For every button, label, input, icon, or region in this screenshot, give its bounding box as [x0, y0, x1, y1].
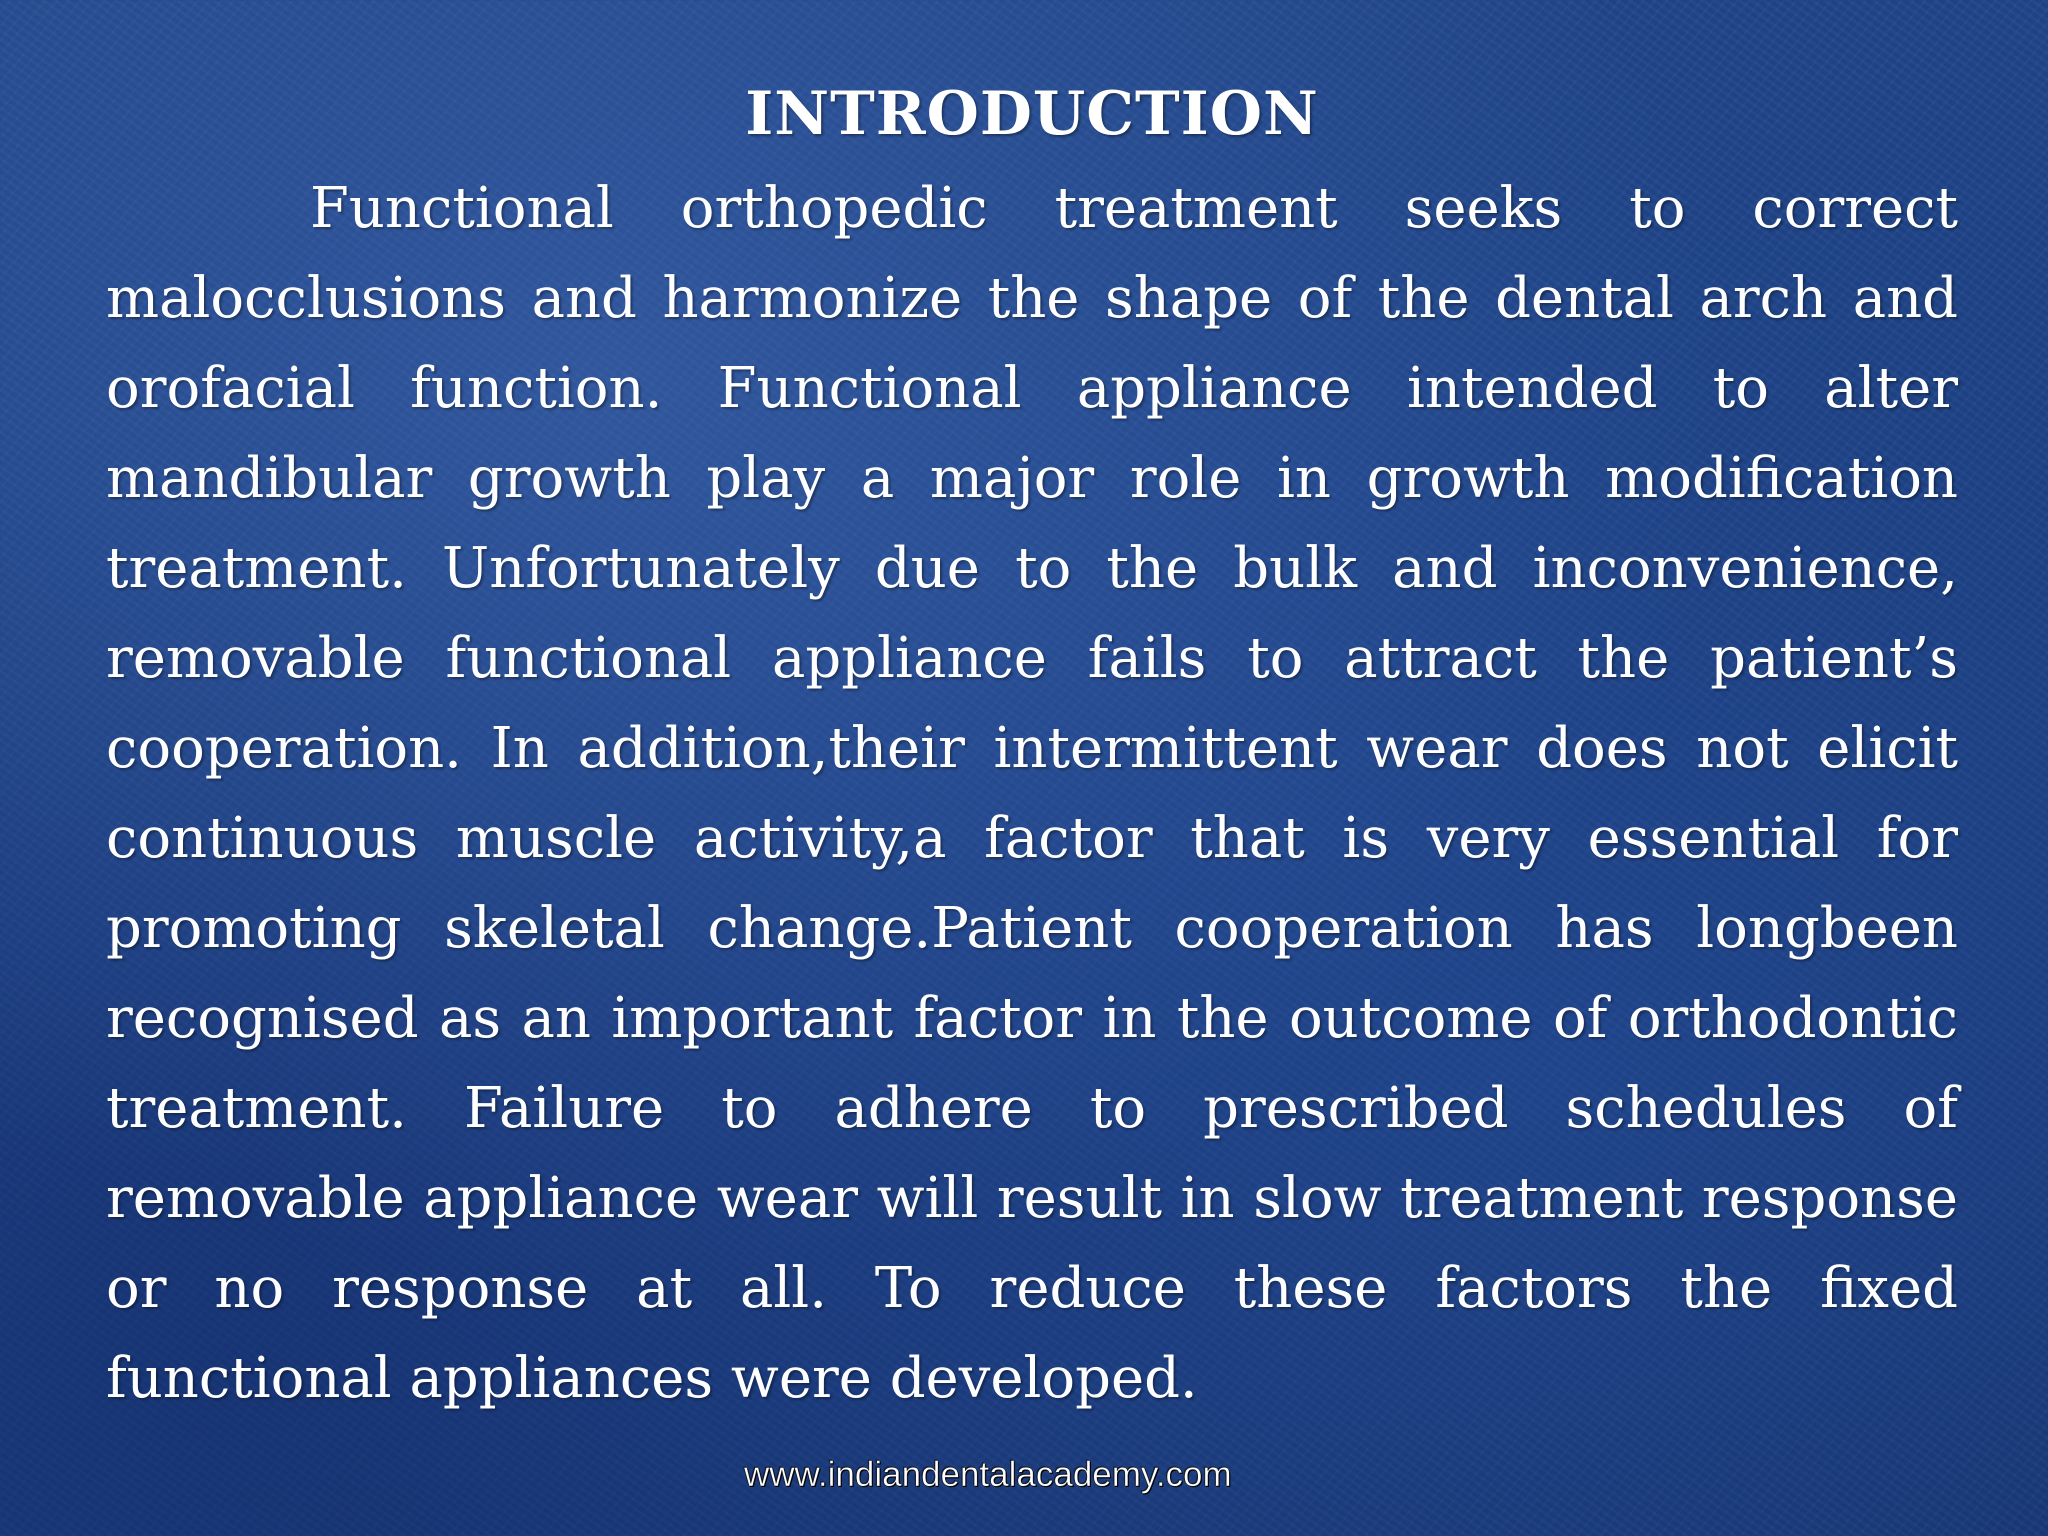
slide-body-text: Functional orthopedic treatment seeks to correct malocclusions and harmonize the shape of the dental arch and orofacial function. Functional appliance intended to alter mandibular growth play a major role in growth modification treatment. Unfortunately due to the bulk and inconvenience, removable functional appliance fails to attract the patient’s cooperation. In addition,their intermittent wear does not elicit continuous muscle activity,a factor that is very essential for promoting skeletal change.Patient cooperation has longbeen recognised as an important factor in the outcome of orthodontic treatment. Failure to adhere to prescribed schedules of removable appliance wear will result in slow treatment response or no response at all. To reduce these factors the fixed functional appliances were developed. — [106, 176, 1958, 1411]
slide-title: INTRODUCTION — [745, 79, 1319, 149]
watermark-url: www.indiandentalacademy.com — [744, 1455, 1232, 1494]
